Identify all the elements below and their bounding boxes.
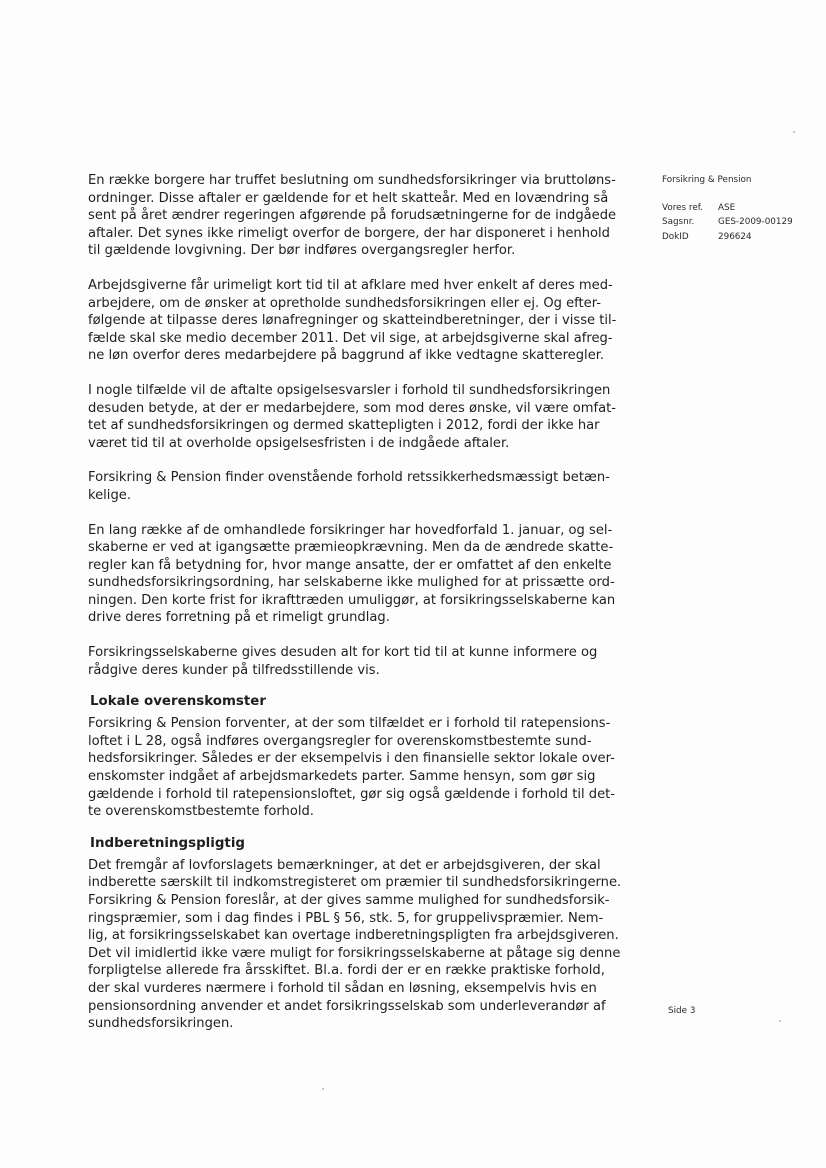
text-line: regler kan få betydning for, hvor mange ansatte, der er omfattet af den enkelte — [88, 557, 612, 573]
text-line: sundhedsforsikringen. — [88, 1016, 234, 1032]
paragraph-overenskomster — [88, 715, 618, 821]
scan-speck — [779, 1020, 781, 1022]
text-line: te overenskomstbestemte forhold. — [88, 804, 314, 820]
meta-value: ASE — [718, 202, 736, 213]
text-line: drive deres forretning på et rimeligt grundlag. — [88, 610, 390, 626]
text-line: Forsikring & Pension forventer, at der som tilfældet er i forhold til ratepensions- — [88, 716, 611, 732]
meta-value: 296624 — [718, 231, 752, 242]
text-line: lig, at forsikringsselskabet kan overtage indberetningspligten fra arbejdsgiveren. — [88, 928, 619, 944]
text-line: desuden betyde, at der er medarbejdere, som mod deres ønske, vil være omfat- — [88, 400, 616, 416]
text-line: tet af sundhedsforsikringen og dermed skattepligten i 2012, fordi der ikke har — [88, 418, 600, 434]
text-line: I nogle tilfælde vil de aftalte opsigelsesvarsler i forhold til sundhedsforsikringen — [88, 382, 611, 398]
page-number: Side 3 — [668, 1006, 696, 1016]
text-line: følgende at tilpasse deres lønafregninger og skatteindberetninger, der i visse til- — [88, 313, 617, 329]
paragraph-indberetning — [88, 857, 622, 1033]
paragraph-information — [88, 644, 618, 679]
meta-row-ref — [662, 201, 793, 216]
text-line: ne løn overfor deres medarbejdere på baggrund af ikke vedtagne skatteregler. — [88, 348, 605, 364]
text-line: En række borgere har truffet beslutning om sundhedsforsikringer via bruttoløns- — [88, 173, 616, 188]
text-line: Arbejdsgiverne får urimeligt kort tid til at afklare med hver enkelt af deres med- — [88, 277, 613, 293]
text-line: gældende i forhold til ratepensionsloftet, gør sig også gældende i forhold til det- — [88, 786, 616, 802]
text-line: En lang række af de omhandlede forsikringer har hovedforfald 1. januar, og sel- — [88, 522, 613, 538]
text-line: rådgive deres kunder på tilfredsstillende vis. — [88, 662, 380, 678]
text-line: været tid til at overholde opsigelsesfristen i de indgåede aftaler. — [88, 435, 510, 451]
scan-speck — [793, 131, 795, 133]
text-line: loftet i L 28, også indføres overgangsregler for overenskomstbestemte sund- — [88, 733, 592, 749]
text-line: Forsikring & Pension finder ovenstående forhold retssikkerhedsmæssigt betæn- — [88, 470, 610, 486]
letter-body — [88, 172, 622, 1033]
paragraph-opsigelsesvarsler — [88, 382, 618, 452]
meta-label: DokID — [662, 231, 689, 242]
text-line: Det fremgår af lovforslagets bemærkninger, at det er arbejdsgiveren, der skal — [88, 857, 601, 873]
text-line: indberette særskilt til indkomstregisteret om præmier til sundhedsforsikringerne. — [88, 875, 622, 891]
paragraph-retssikkerhed — [88, 469, 618, 504]
sidebar-metadata — [662, 173, 793, 244]
text-line: sundhedsforsikringsordning, har selskaberne ikke mulighed for at prissætte ord- — [88, 575, 615, 591]
text-line: aftaler. Det synes ikke rimeligt overfor de borgere, der har disponeret i henhold — [88, 225, 610, 241]
paragraph-arbejdsgivere — [88, 277, 618, 365]
meta-row-dokid — [662, 230, 793, 245]
heading-lokale-overenskomster: Lokale overenskomster — [90, 694, 266, 710]
text-line: ordninger. Disse aftaler er gældende for et helt skatteår. Med en lovændring så — [88, 190, 609, 206]
text-line: hedsforsikringer. Således er der eksempelvis i den finansielle sektor lokale over- — [88, 751, 615, 767]
text-line: enskomster indgået af arbejdsmarkedets parter. Samme hensyn, som gør sig — [88, 769, 596, 785]
paragraph-hovedforfald — [88, 522, 618, 628]
text-line: ringspræmier, som i dag findes i PBL § 56, stk. 5, for gruppelivspræmier. Nem- — [88, 910, 604, 926]
text-line: til gældende lovgivning. Der bør indføres overgangsregler herfor. — [88, 243, 516, 259]
paragraph-bruttolon — [88, 172, 618, 260]
meta-label: Sagsnr. — [662, 217, 695, 227]
text-line: Det vil imidlertid ikke være muligt for forsikringsselskaberne at påtage sig denne — [88, 945, 621, 961]
text-line: fælde skal ske medio december 2011. Det vil sige, at arbejdsgiverne skal afreg- — [88, 330, 613, 346]
meta-value: GES-2009-00129 — [718, 217, 793, 227]
text-line: der skal vurderes nærmere i forhold til sådan en løsning, eksempelvis hvis en — [88, 980, 597, 996]
text-line: forpligtelse allerede fra årsskiftet. Bl.a. fordi der er en række praktiske forhold, — [88, 963, 605, 979]
text-line: skaberne er ved at igangsætte præmieopkrævning. Men da de ændrede skatte- — [88, 540, 614, 556]
text-line: Forsikringsselskaberne gives desuden alt for kort tid til at kunne informere og — [88, 645, 598, 661]
text-line: sent på året ændrer regeringen afgørende på forudsætningerne for de indgåede — [88, 208, 617, 224]
meta-row-sagsnr — [662, 215, 793, 230]
text-line: kelige. — [88, 487, 131, 503]
heading-indberetningspligtig: Indberetningspligtig — [90, 835, 245, 851]
meta-label: Vores ref. — [662, 202, 704, 213]
text-line: pensionsordning anvender et andet forsikringsselskab som underleverandør af — [88, 998, 606, 1014]
text-line: ningen. Den korte frist for ikrafttræden umuliggør, at forsikringsselskaberne kan — [88, 592, 616, 608]
text-line: arbejdere, om de ønsker at opretholde sundhedsforsikringen eller ej. Og efter- — [88, 295, 602, 311]
sender-organization: Forsikring & Pension — [662, 175, 752, 185]
text-line: Forsikring & Pension foreslår, at der gives samme mulighed for sundhedsforsik- — [88, 893, 610, 908]
scan-speck — [322, 1088, 324, 1090]
